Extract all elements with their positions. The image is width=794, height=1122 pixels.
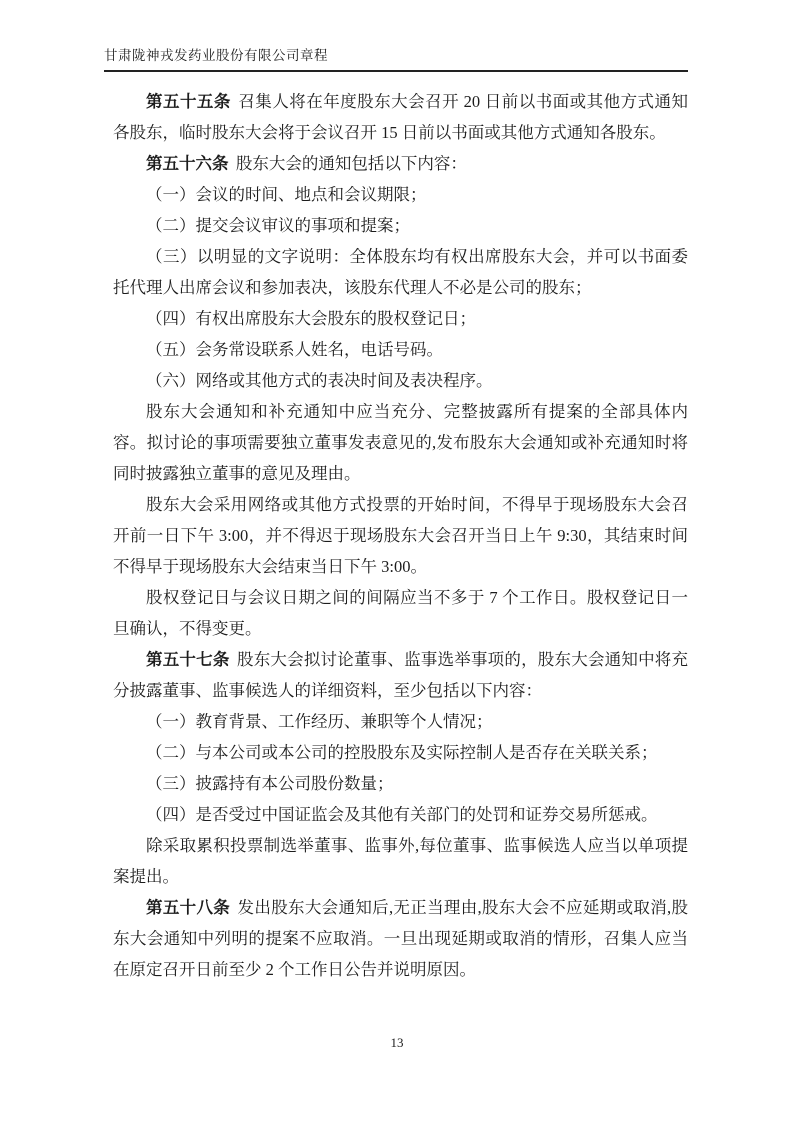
paragraph-text: 发出股东大会通知后,无正当理由,股东大会不应延期或取消,股东大会通知中列明的提案不应取消。一旦出现延期或取消的情形，召集人应当在原定召开日前至少 2 个工作日公告并说明原因。 bbox=[113, 898, 689, 979]
article-number: 第五十七条 bbox=[146, 650, 230, 669]
page-number: 13 bbox=[390, 1035, 404, 1050]
body-paragraph bbox=[113, 396, 688, 489]
article-paragraph bbox=[113, 148, 688, 179]
page-footer bbox=[0, 1034, 794, 1052]
list-item-paragraph bbox=[113, 241, 688, 303]
list-item-paragraph bbox=[113, 768, 688, 799]
paragraph-text: 股东大会的通知包括以下内容： bbox=[235, 154, 467, 173]
list-item-paragraph bbox=[113, 365, 688, 396]
paragraph-text: 股东大会通知和补充通知中应当充分、完整披露所有提案的全部具体内容。拟讨论的事项需要独立董事发表意见的,发布股东大会通知或补充通知时将同时披露独立董事的意见及理由。 bbox=[113, 402, 688, 483]
article-number: 第五十五条 bbox=[146, 92, 231, 111]
article-paragraph bbox=[113, 86, 688, 148]
article-paragraph bbox=[113, 892, 688, 985]
body-paragraph bbox=[113, 489, 688, 582]
paragraph-text: （六）网络或其他方式的表决时间及表决程序。 bbox=[146, 371, 493, 390]
article-paragraph bbox=[113, 644, 688, 706]
paragraph-text: （四）有权出席股东大会股东的股权登记日； bbox=[146, 309, 476, 328]
list-item-paragraph bbox=[113, 799, 688, 830]
paragraph-text: （一）会议的时间、地点和会议期限； bbox=[146, 185, 427, 204]
paragraph-text: 除采取累积投票制选举董事、监事外,每位董事、监事候选人应当以单项提案提出。 bbox=[113, 836, 688, 886]
document-header-title: 甘肃陇神戎发药业股份有限公司章程 bbox=[104, 48, 328, 63]
list-item-paragraph bbox=[113, 737, 688, 768]
paragraph-text: 股东大会拟讨论董事、监事选举事项的，股东大会通知中将充分披露董事、监事候选人的详细资料，至少包括以下内容： bbox=[113, 650, 689, 700]
paragraph-text: 股权登记日与会议日期之间的间隔应当不多于 7 个工作日。股权登记日一旦确认，不得变更。 bbox=[113, 588, 688, 638]
paragraph-text: 股东大会采用网络或其他方式投票的开始时间，不得早于现场股东大会召开前一日下午 3:00，并不得迟于现场股东大会召开当日上午 9:30，其结束时间不得早于现场股东大会结束当日下午 3:00。 bbox=[113, 495, 688, 576]
article-number: 第五十六条 bbox=[146, 154, 229, 173]
paragraph-text: 召集人将在年度股东大会召开 20 日前以书面或其他方式通知各股东，临时股东大会将于会议召开 15 日前以书面或其他方式通知各股东。 bbox=[113, 92, 689, 142]
paragraph-text: （四）是否受过中国证监会及其他有关部门的处罚和证券交易所惩戒。 bbox=[146, 805, 658, 824]
list-item-paragraph bbox=[113, 706, 688, 737]
article-number: 第五十八条 bbox=[146, 898, 231, 917]
body-paragraph bbox=[113, 830, 688, 892]
list-item-paragraph bbox=[113, 210, 688, 241]
body-paragraph bbox=[113, 582, 688, 644]
paragraph-text: （一）教育背景、工作经历、兼职等个人情况； bbox=[146, 712, 493, 731]
paragraph-text: （二）与本公司或本公司的控股股东及实际控制人是否存在关联关系； bbox=[146, 743, 658, 762]
list-item-paragraph bbox=[113, 179, 688, 210]
page-header bbox=[104, 47, 688, 72]
paragraph-text: （三）以明显的文字说明：全体股东均有权出席股东大会，并可以书面委托代理人出席会议和参加表决，该股东代理人不必是公司的股东； bbox=[113, 247, 688, 297]
list-item-paragraph bbox=[113, 334, 688, 365]
document-body bbox=[113, 86, 688, 985]
paragraph-text: （三）披露持有本公司股份数量； bbox=[146, 774, 394, 793]
paragraph-text: （二）提交会议审议的事项和提案； bbox=[146, 216, 410, 235]
list-item-paragraph bbox=[113, 303, 688, 334]
paragraph-text: （五）会务常设联系人姓名，电话号码。 bbox=[146, 340, 443, 359]
